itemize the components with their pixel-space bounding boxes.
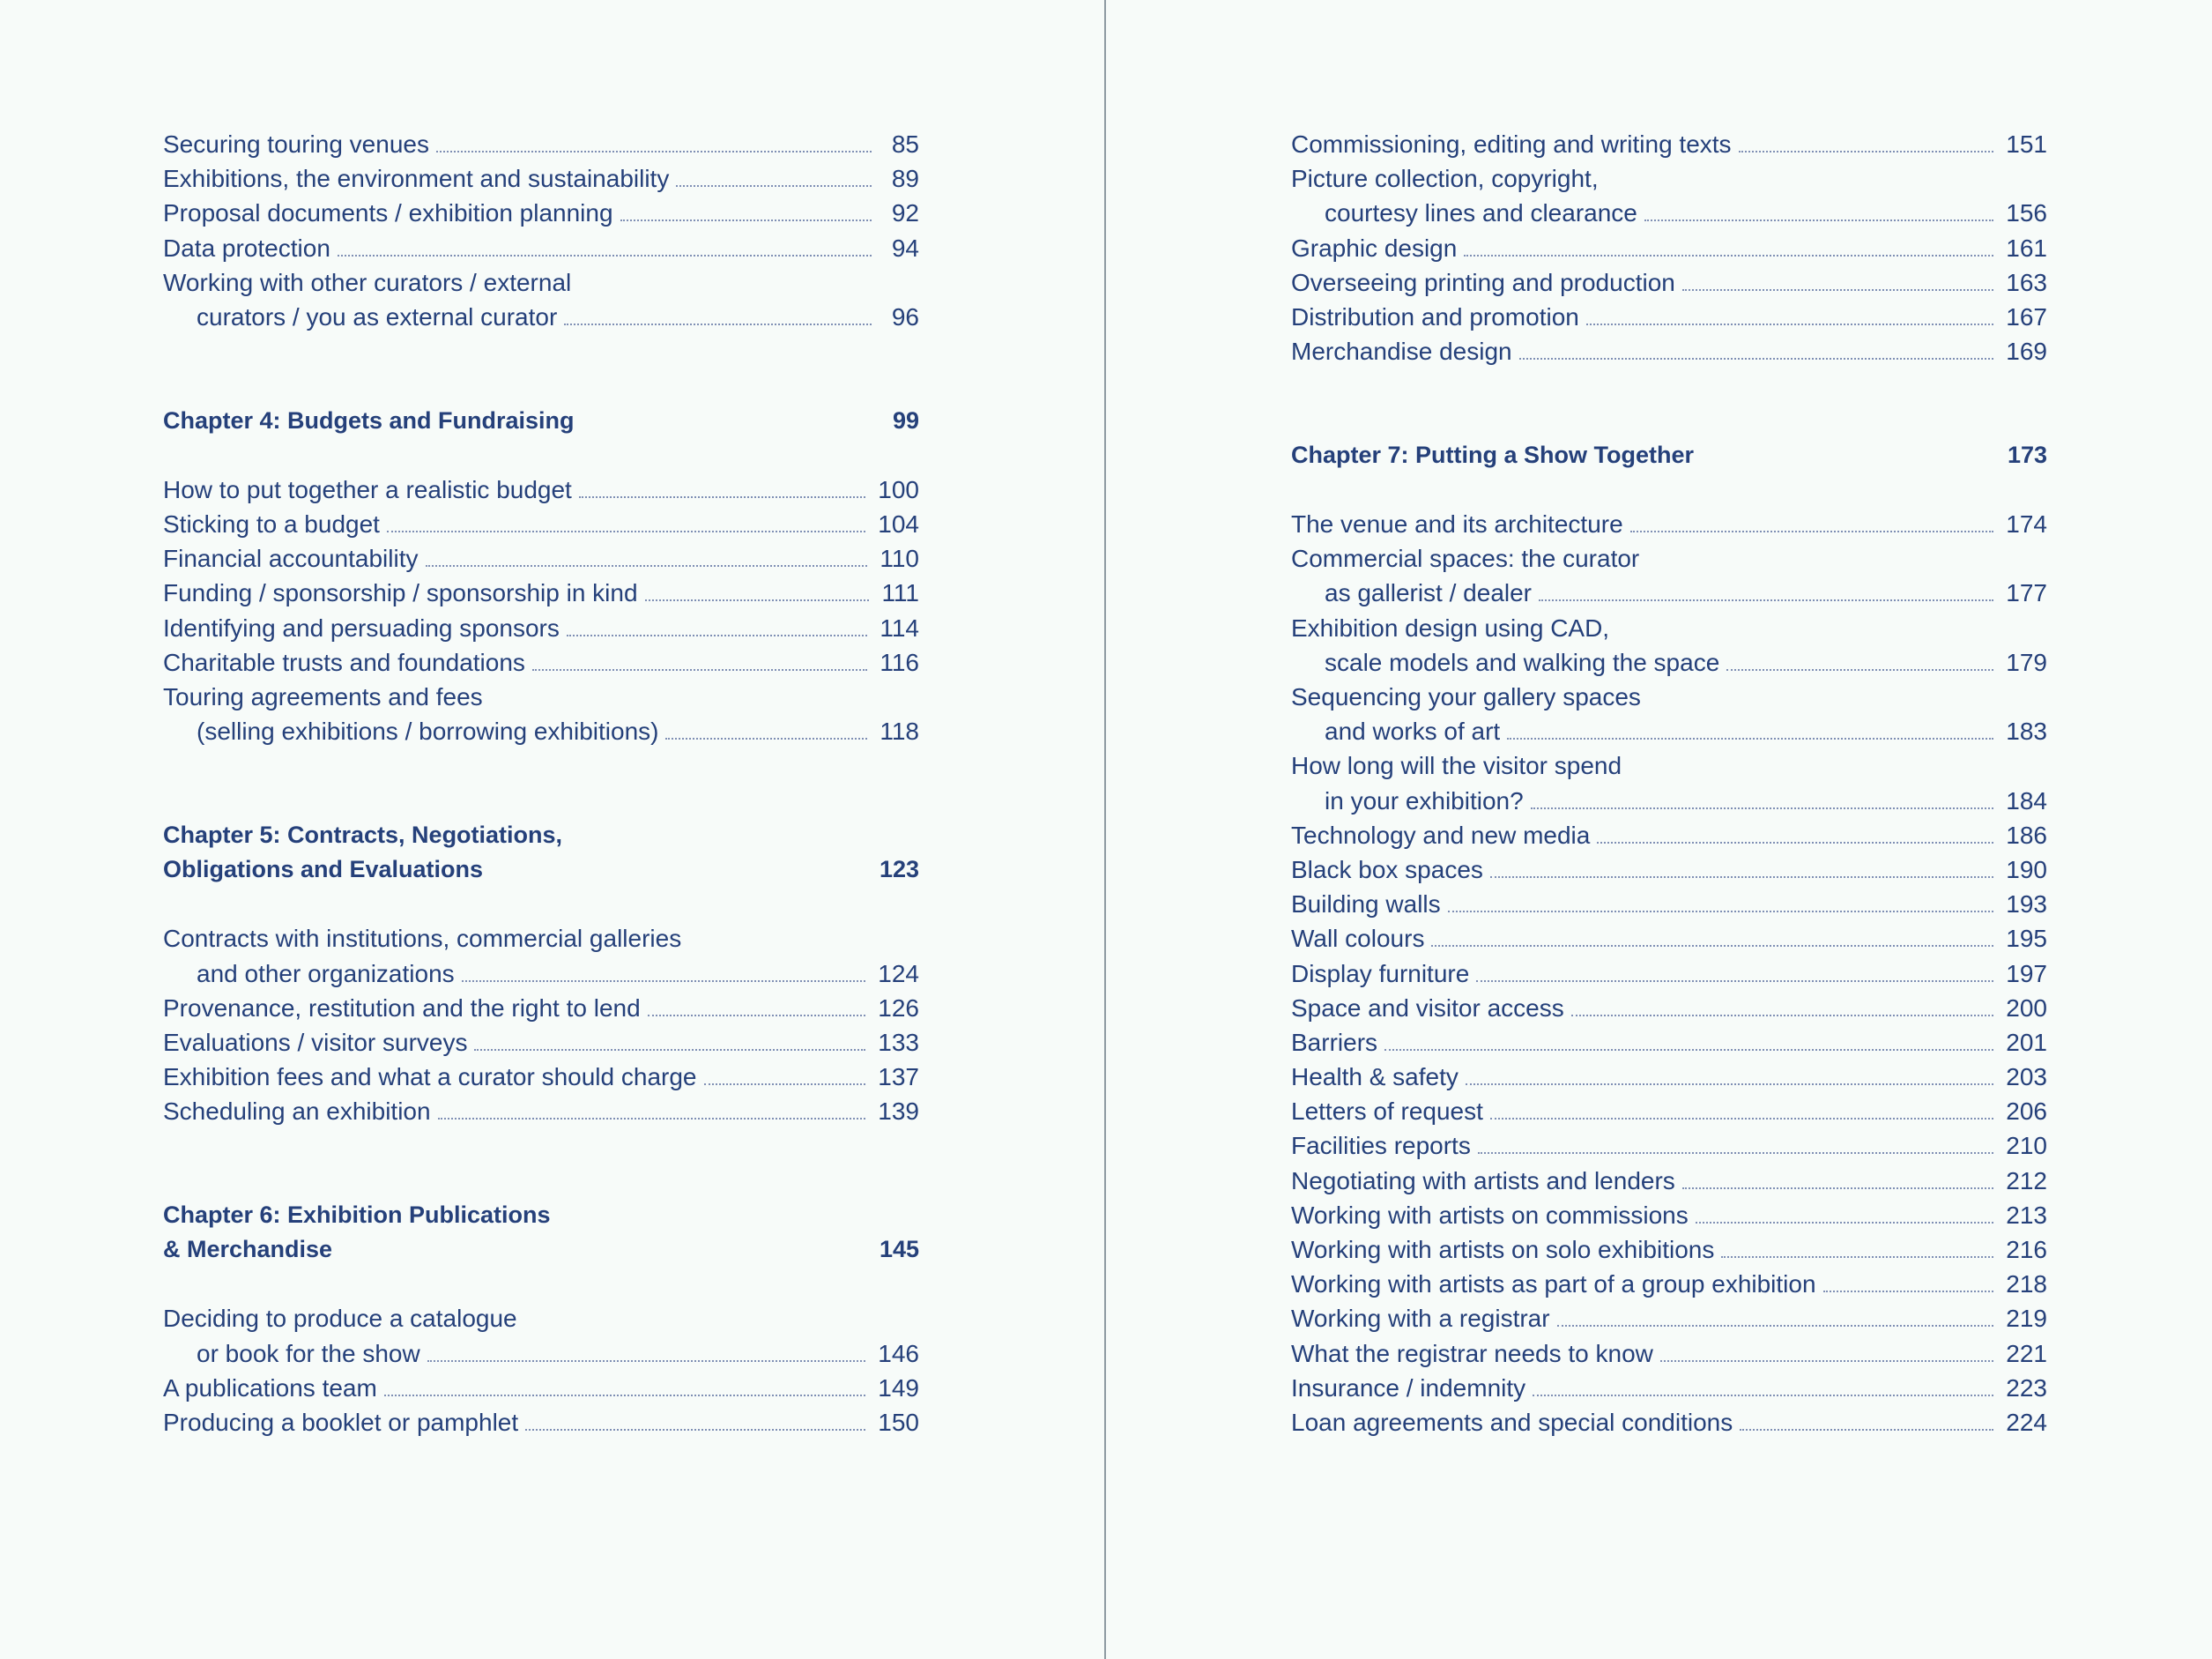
spacer <box>163 368 919 403</box>
toc-entry <box>1291 1371 2047 1405</box>
dot-leader <box>1682 288 1993 291</box>
toc-entry <box>1291 714 2047 748</box>
dot-leader <box>1431 944 1993 947</box>
spacer <box>163 1267 919 1301</box>
page-number: 167 <box>2006 302 2047 331</box>
dot-leader <box>1696 1221 1994 1224</box>
page-number: 195 <box>2006 925 2047 953</box>
toc-entry <box>1291 991 2047 1025</box>
dot-leader <box>665 737 867 740</box>
dot-leader <box>1571 1014 1994 1016</box>
page-number: 223 <box>2006 1373 2047 1402</box>
dot-leader <box>438 1117 866 1120</box>
page-number: 111 <box>881 579 919 607</box>
entry-title: Producing a booklet or pamphlet <box>163 1408 519 1436</box>
page-number: 183 <box>2006 718 2047 746</box>
entry-title: Technology and new media <box>1291 821 1591 849</box>
entry-title: Working with artists as part of a group exhibition <box>1291 1270 1816 1298</box>
entry-title: Commercial spaces: the curator <box>1291 545 1640 573</box>
chapter-heading <box>163 404 919 438</box>
dot-leader <box>1721 1255 1993 1258</box>
spacer <box>1291 404 2047 438</box>
page-number: 173 <box>2007 441 2047 468</box>
page-number: 110 <box>880 545 919 573</box>
page-number: 99 <box>892 406 919 434</box>
entry-title: Working with artists on solo exhibitions <box>1291 1236 1715 1263</box>
entry-title: Identifying and persuading sponsors <box>163 614 560 642</box>
page-number: 126 <box>878 993 919 1022</box>
dot-leader <box>338 254 872 257</box>
toc-entry <box>1291 611 2047 645</box>
toc-entry <box>163 921 919 956</box>
dot-leader <box>532 668 867 671</box>
toc-entry <box>163 956 919 991</box>
page-number: 221 <box>2006 1339 2047 1367</box>
dot-leader <box>462 979 866 982</box>
entry-title: Overseeing printing and production <box>1291 268 1675 296</box>
toc-entry <box>1291 1336 2047 1371</box>
chapter-heading <box>163 852 919 887</box>
page-number: 218 <box>2006 1270 2047 1298</box>
spacer <box>1291 472 2047 507</box>
entry-title: Commissioning, editing and writing texts <box>1291 130 1732 158</box>
spacer <box>163 784 919 818</box>
page-number: 200 <box>2006 993 2047 1022</box>
entry-title: in your exhibition? <box>1325 786 1524 815</box>
entry-title: Health & safety <box>1291 1063 1459 1091</box>
dot-leader <box>436 150 872 153</box>
page-number: 151 <box>2006 130 2047 158</box>
entry-title: How long will the visitor spend <box>1291 752 1622 780</box>
dot-leader <box>1490 875 1993 878</box>
page-number: 161 <box>2006 234 2047 262</box>
entry-title: Loan agreements and special conditions <box>1291 1408 1733 1436</box>
dot-leader <box>1682 1187 1993 1189</box>
page-number: 123 <box>879 855 919 882</box>
page-number: 92 <box>891 199 919 227</box>
entry-title: and works of art <box>1325 718 1501 746</box>
page-number: 137 <box>878 1063 919 1091</box>
page-number: 210 <box>2006 1132 2047 1160</box>
entry-title: The venue and its architecture <box>1291 510 1623 539</box>
entry-title: Securing touring venues <box>163 130 429 158</box>
dot-leader <box>474 1048 865 1051</box>
entry-title: Working with artists on commissions <box>1291 1201 1689 1229</box>
toc-entry <box>1291 1164 2047 1198</box>
entry-title: Exhibitions, the environment and sustainability <box>163 165 670 193</box>
toc-entry <box>1291 1094 2047 1128</box>
page-number: 169 <box>2006 338 2047 366</box>
toc-entry <box>1291 748 2047 783</box>
dot-leader <box>1726 668 1993 671</box>
toc-entry <box>163 472 919 507</box>
toc-entry <box>1291 1301 2047 1335</box>
page-number: 179 <box>2006 648 2047 676</box>
entry-title: Facilities reports <box>1291 1132 1471 1160</box>
dot-leader <box>1630 530 1994 532</box>
entry-title: Sticking to a budget <box>163 510 380 539</box>
page-number: 94 <box>891 234 919 262</box>
entry-title: Data protection <box>163 234 330 262</box>
toc-entry <box>1291 921 2047 956</box>
chapter-heading <box>163 1198 919 1232</box>
page-number: 124 <box>878 959 919 987</box>
dot-leader <box>1644 219 1993 221</box>
dot-leader <box>1586 323 1993 325</box>
entry-title: Merchandise design <box>1291 338 1512 366</box>
dot-leader <box>384 1394 865 1396</box>
dot-leader <box>676 184 872 187</box>
page-number: 197 <box>2006 959 2047 987</box>
page-number: 145 <box>879 1236 919 1262</box>
page-number: 100 <box>878 475 919 503</box>
toc-entry <box>163 576 919 610</box>
page-number: 96 <box>891 302 919 331</box>
dot-leader <box>1466 1082 1993 1085</box>
page-number: 184 <box>2006 786 2047 815</box>
entry-title: Contracts with institutions, commercial galleries <box>163 925 682 953</box>
toc-entry <box>163 196 919 230</box>
page-number: 224 <box>2006 1408 2047 1436</box>
entry-title: Sequencing your gallery spaces <box>1291 683 1641 710</box>
toc-entry <box>1291 265 2047 300</box>
dot-leader <box>564 323 872 325</box>
entry-title: curators / you as external curator <box>197 302 558 331</box>
spacer <box>163 887 919 921</box>
spacer <box>163 748 919 783</box>
page-number: 85 <box>891 130 919 158</box>
dot-leader <box>1478 1151 1993 1154</box>
dot-leader <box>427 1359 866 1362</box>
chapter-heading <box>163 1232 919 1267</box>
page-number: 219 <box>2006 1305 2047 1333</box>
page-number: 174 <box>2006 510 2047 539</box>
dot-leader <box>1531 807 1994 809</box>
page-number: 149 <box>878 1373 919 1402</box>
entry-title: Display furniture <box>1291 959 1470 987</box>
entry-title: Evaluations / visitor surveys <box>163 1028 468 1056</box>
spacer <box>163 1128 919 1163</box>
entry-title: Exhibition fees and what a curator should charge <box>163 1063 697 1091</box>
toc-entry <box>163 161 919 196</box>
dot-leader <box>426 564 868 567</box>
toc-entry <box>163 714 919 748</box>
page-number: 156 <box>2006 199 2047 227</box>
toc-entry <box>1291 507 2047 541</box>
page-number: 114 <box>880 614 919 642</box>
dot-leader <box>1476 979 1993 982</box>
toc-entry <box>1291 887 2047 921</box>
chapter-title: & Merchandise <box>163 1236 333 1262</box>
entry-title: Working with other curators / external <box>163 268 572 296</box>
dot-leader <box>1740 1428 1993 1431</box>
toc-entry <box>1291 1232 2047 1267</box>
dot-leader <box>1597 841 1993 844</box>
chapter-title: Chapter 6: Exhibition Publications <box>163 1201 551 1228</box>
entry-title: Letters of request <box>1291 1097 1483 1126</box>
toc-entry <box>163 1336 919 1371</box>
page-gutter <box>1104 0 1106 1659</box>
dot-leader <box>1384 1048 1993 1051</box>
dot-leader <box>1739 150 1994 153</box>
entry-title: scale models and walking the space <box>1325 648 1720 676</box>
entry-title: Deciding to produce a catalogue <box>163 1305 517 1333</box>
spacer <box>1291 368 2047 403</box>
entry-title: Charitable trusts and foundations <box>163 648 525 676</box>
page-number: 203 <box>2006 1063 2047 1091</box>
toc-entry <box>1291 680 2047 714</box>
entry-title: Working with a registrar <box>1291 1305 1550 1333</box>
toc-entry <box>1291 161 2047 196</box>
dot-leader <box>1464 254 1993 257</box>
entry-title: Proposal documents / exhibition planning <box>163 199 613 227</box>
dot-leader <box>387 530 865 532</box>
entry-title: as gallerist / dealer <box>1325 579 1533 607</box>
entry-title: or book for the show <box>197 1339 420 1367</box>
page-number: 216 <box>2006 1236 2047 1263</box>
toc-entry <box>163 231 919 265</box>
page-number: 190 <box>2006 855 2047 883</box>
page-number: 213 <box>2006 1201 2047 1229</box>
toc-entry <box>1291 956 2047 991</box>
toc-entry <box>1291 645 2047 680</box>
page-number: 177 <box>2006 579 2047 607</box>
entry-title: Barriers <box>1291 1028 1378 1056</box>
toc-entry <box>1291 576 2047 610</box>
toc-entry <box>163 127 919 161</box>
entry-title: Scheduling an exhibition <box>163 1097 431 1126</box>
toc-entry <box>1291 1405 2047 1440</box>
entry-title: Provenance, restitution and the right to lend <box>163 993 641 1022</box>
dot-leader <box>579 495 865 498</box>
toc-entry <box>163 1371 919 1405</box>
entry-title: Distribution and promotion <box>1291 302 1579 331</box>
toc-entry <box>1291 541 2047 576</box>
toc-entry <box>1291 231 2047 265</box>
toc-entry <box>1291 1267 2047 1301</box>
right-page <box>1291 127 2047 1440</box>
entry-title: Space and visitor access <box>1291 993 1564 1022</box>
page-number: 89 <box>891 165 919 193</box>
toc-entry <box>1291 334 2047 368</box>
entry-title: and other organizations <box>197 959 455 987</box>
left-page <box>163 127 919 1440</box>
entry-title: (selling exhibitions / borrowing exhibitions) <box>197 718 659 746</box>
chapter-title: Chapter 5: Contracts, Negotiations, <box>163 821 563 848</box>
dot-leader <box>1448 910 1994 912</box>
spacer <box>163 438 919 472</box>
toc-entry <box>163 507 919 541</box>
dot-leader <box>525 1428 865 1431</box>
chapter-title: Chapter 4: Budgets and Fundraising <box>163 406 575 434</box>
toc-entry <box>1291 1025 2047 1060</box>
entry-title: A publications team <box>163 1373 377 1402</box>
toc-entry <box>163 265 919 300</box>
dot-leader <box>1490 1117 1993 1120</box>
dot-leader <box>567 634 868 636</box>
chapter-heading <box>163 818 919 852</box>
entry-title: Negotiating with artists and lenders <box>1291 1166 1675 1194</box>
dot-leader <box>1519 357 1994 360</box>
dot-leader <box>645 599 870 601</box>
page-number: 133 <box>878 1028 919 1056</box>
dot-leader <box>1823 1290 1994 1292</box>
entry-title: Wall colours <box>1291 925 1425 953</box>
toc-entry <box>163 680 919 714</box>
chapter-heading <box>1291 438 2047 472</box>
toc-entry <box>1291 300 2047 334</box>
dot-leader <box>1557 1324 1994 1327</box>
toc-entry <box>163 1025 919 1060</box>
spacer <box>163 334 919 368</box>
entry-title: Building walls <box>1291 890 1441 919</box>
toc-entry <box>163 1301 919 1335</box>
toc-entry <box>163 611 919 645</box>
page-number: 206 <box>2006 1097 2047 1126</box>
entry-title: Exhibition design using CAD, <box>1291 614 1610 642</box>
page-number: 139 <box>878 1097 919 1126</box>
toc-entry <box>163 991 919 1025</box>
dot-leader <box>1533 1394 1993 1396</box>
toc-entry <box>1291 1128 2047 1163</box>
page-number: 116 <box>880 648 919 676</box>
toc-entry <box>163 1060 919 1094</box>
entry-title: What the registrar needs to know <box>1291 1339 1653 1367</box>
page-number: 150 <box>878 1408 919 1436</box>
entry-title: courtesy lines and clearance <box>1325 199 1637 227</box>
toc-entry <box>1291 196 2047 230</box>
page-number: 104 <box>878 510 919 539</box>
page-number: 186 <box>2006 821 2047 849</box>
entry-title: How to put together a realistic budget <box>163 475 572 503</box>
dot-leader <box>620 219 872 221</box>
toc-entry <box>163 1405 919 1440</box>
chapter-title: Obligations and Evaluations <box>163 855 484 882</box>
page-number: 201 <box>2006 1028 2047 1056</box>
entry-title: Insurance / indemnity <box>1291 1373 1526 1402</box>
toc-entry <box>163 300 919 334</box>
chapter-title: Chapter 7: Putting a Show Together <box>1291 441 1695 468</box>
toc-entry <box>1291 127 2047 161</box>
page-number: 193 <box>2006 890 2047 919</box>
entry-title: Black box spaces <box>1291 855 1483 883</box>
spacer <box>163 1164 919 1198</box>
entry-title: Graphic design <box>1291 234 1458 262</box>
dot-leader <box>704 1082 866 1085</box>
toc-entry <box>1291 1198 2047 1232</box>
page-number: 146 <box>878 1339 919 1367</box>
toc-entry <box>163 541 919 576</box>
entry-title: Picture collection, copyright, <box>1291 165 1599 193</box>
page-number: 163 <box>2006 268 2047 296</box>
toc-entry <box>163 1094 919 1128</box>
toc-entry <box>1291 1060 2047 1094</box>
toc-entry <box>163 645 919 680</box>
toc-entry <box>1291 852 2047 887</box>
toc-entry <box>1291 784 2047 818</box>
dot-leader <box>1539 599 1993 601</box>
dot-leader <box>1507 737 1993 740</box>
dot-leader <box>648 1014 866 1016</box>
page-number: 118 <box>880 718 919 746</box>
page-number: 212 <box>2006 1166 2047 1194</box>
entry-title: Touring agreements and fees <box>163 683 483 710</box>
toc-entry <box>1291 818 2047 852</box>
dot-leader <box>1660 1359 1993 1362</box>
entry-title: Funding / sponsorship / sponsorship in kind <box>163 579 638 607</box>
entry-title: Financial accountability <box>163 545 419 573</box>
